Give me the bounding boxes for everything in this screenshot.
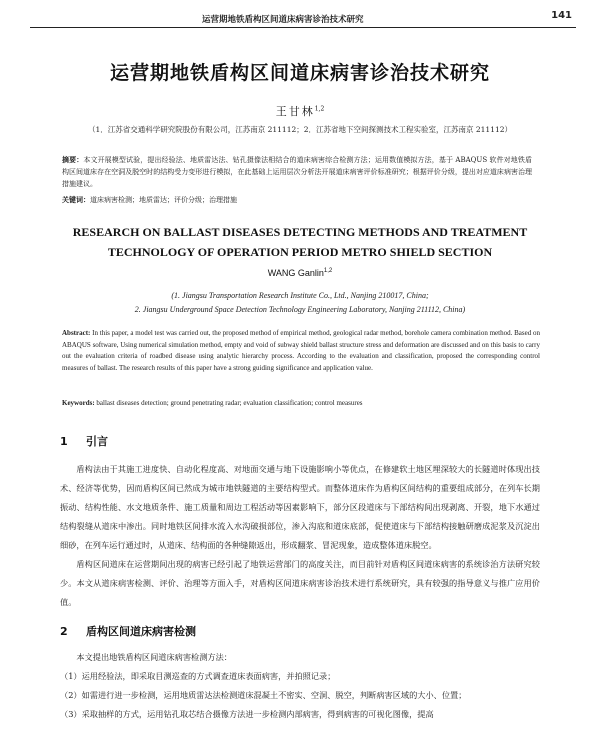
keywords-en-text: ballast diseases detection; ground penetrating radar; evaluation classification; control measures (96, 399, 363, 407)
affiliation-en-line2: 2. Jiangsu Underground Space Detection Technology Engineering Laboratory, Nanjing 211112, China) (134, 305, 466, 314)
abstract-en-text: In this paper, a model test was carried out, the proposed method of empirical method, geological radar method, borehole camera combination method. Based on ABAQUS software, Using numerical simulation method, empty and void of subway shield ballast structure stress and deformation are discussed and on this basis to carry out the evaluation criteria of roadbed disease using analytic hierarchy process. According to the evaluation and classification, proposed the corresponding control measures of ballast. The research results of this paper have a strong guiding significance and application value. (62, 329, 540, 372)
keywords-cn (62, 194, 532, 206)
section-number: 2 (60, 625, 68, 638)
abstract-cn-text: 本文开展模型试验，提出经验法、地质雷达法、钻孔摄像法相结合的道床病害综合检测方法；运用数值模拟方法，基于 ABAQUS 软件对地铁盾构区间道床存在空洞及脱空时的结构受力变形进行模拟，在此基础上运用层次分析法开展道床病害评价标准研究；根据评价分级，提出对应道床病害治理措施建议。 (62, 156, 533, 188)
page-number: 141 (551, 10, 572, 21)
section-number: 1 (60, 435, 68, 448)
keywords-cn-text: 道床病害检测；地质雷达；评价分级；治理措施 (90, 196, 237, 204)
list-item: （1）运用经验法，即采取目测巡查的方式调查道床表面病害，并拍照记录； (60, 671, 336, 681)
paper-title-en-line2: TECHNOLOGY OF OPERATION PERIOD METRO SHIELD SECTION (107, 245, 493, 259)
abstract-cn (62, 154, 532, 190)
paper-title-en-line1: RESEARCH ON BALLAST DISEASES DETECTING METHODS AND TREATMENT (72, 225, 528, 239)
list-item: （2）如需进行进一步检测，运用地质雷达法检测道床混凝土不密实、空洞、脱空，判断病害区域的大小、位置； (60, 690, 467, 700)
author-name-en: WANG Ganlin (267, 268, 324, 278)
author-en (0, 268, 600, 278)
section-heading-detection (60, 623, 196, 639)
paragraph: 盾构区间道床在运营期间出现的病害已经引起了地铁运营部门的高度关注，而目前针对盾构区间道床病害的系统诊治方法研究较少。本文从道床病害检测、评价、治理等方面入手，对盾构区间道床病害诊治技术进行系统研究，具有较强的指导意义与推广应用价值。 (60, 559, 540, 607)
affiliation-cn: （1．江苏省交通科学研究院股份有限公司，江苏南京 211112；2．江苏省地下空间探测技术工程实验室，江苏南京 211112） (87, 125, 513, 134)
author-cn (0, 103, 600, 119)
section-1-body (60, 460, 540, 612)
section-title: 盾构区间道床病害检测 (86, 625, 196, 638)
author-affil-marks-en: 1,2 (323, 268, 333, 274)
author-name-cn: 王甘林 (275, 105, 315, 118)
section-heading-introduction (60, 433, 108, 449)
paragraph: 本文提出地铁盾构区间道床病害检测方法： (76, 652, 232, 662)
section-title: 引言 (86, 435, 108, 448)
abstract-cn-label: 摘要： (62, 155, 84, 164)
list-item: （3）采取抽样的方式，运用钻孔取芯结合摄像方法进一步检测内部病害，得到病害的可视化图像，提高 (60, 709, 434, 719)
running-head-title: 运营期地铁盾构区间道床病害诊治技术研究 (202, 15, 364, 25)
paragraph: 盾构法由于其施工进度快、自动化程度高、对地面交通与地下设施影响小等优点，在修建软土地区埋深较大的长隧道时体现出技术、经济等优势，因而盾构区间已然成为城市地铁隧道的主要结构型式。而整体道床作为盾构区间结构的重要组成部分，在列车长期振动、结构性能、水文地质条件、施工质量和周边工程活动等因素影响下，部分区段道床与下部结构间出现剥离、开裂，地下水通过结构裂缝从道床中渗出。同时地铁区间排水流入水沟破损部位，渗入沟底和道床底部，促使道床与下部结构接触研磨成泥浆及沉淀出细砂，在列车运行通过时，从道床、结构面的各种缝隙返出，形成翻浆、冒泥现象，造成整体道床脱空。 (60, 464, 540, 550)
affiliation-en-line1: (1. Jiangsu Transportation Research Institute Co., Ltd., Nanjing 210017, China; (171, 291, 429, 300)
running-head (30, 8, 576, 28)
abstract-en (62, 328, 540, 374)
abstract-en-label: Abstract: (62, 329, 91, 337)
keywords-en (62, 398, 540, 409)
affiliation-en (0, 289, 600, 317)
paper-title-en (0, 222, 600, 262)
author-affil-marks-cn: 1,2 (314, 105, 325, 113)
keywords-cn-label: 关键词： (62, 195, 90, 204)
paper-title-cn: 运营期地铁盾构区间道床病害诊治技术研究 (109, 62, 490, 84)
keywords-en-label: Keywords: (62, 399, 95, 407)
section-2-body (60, 648, 540, 724)
